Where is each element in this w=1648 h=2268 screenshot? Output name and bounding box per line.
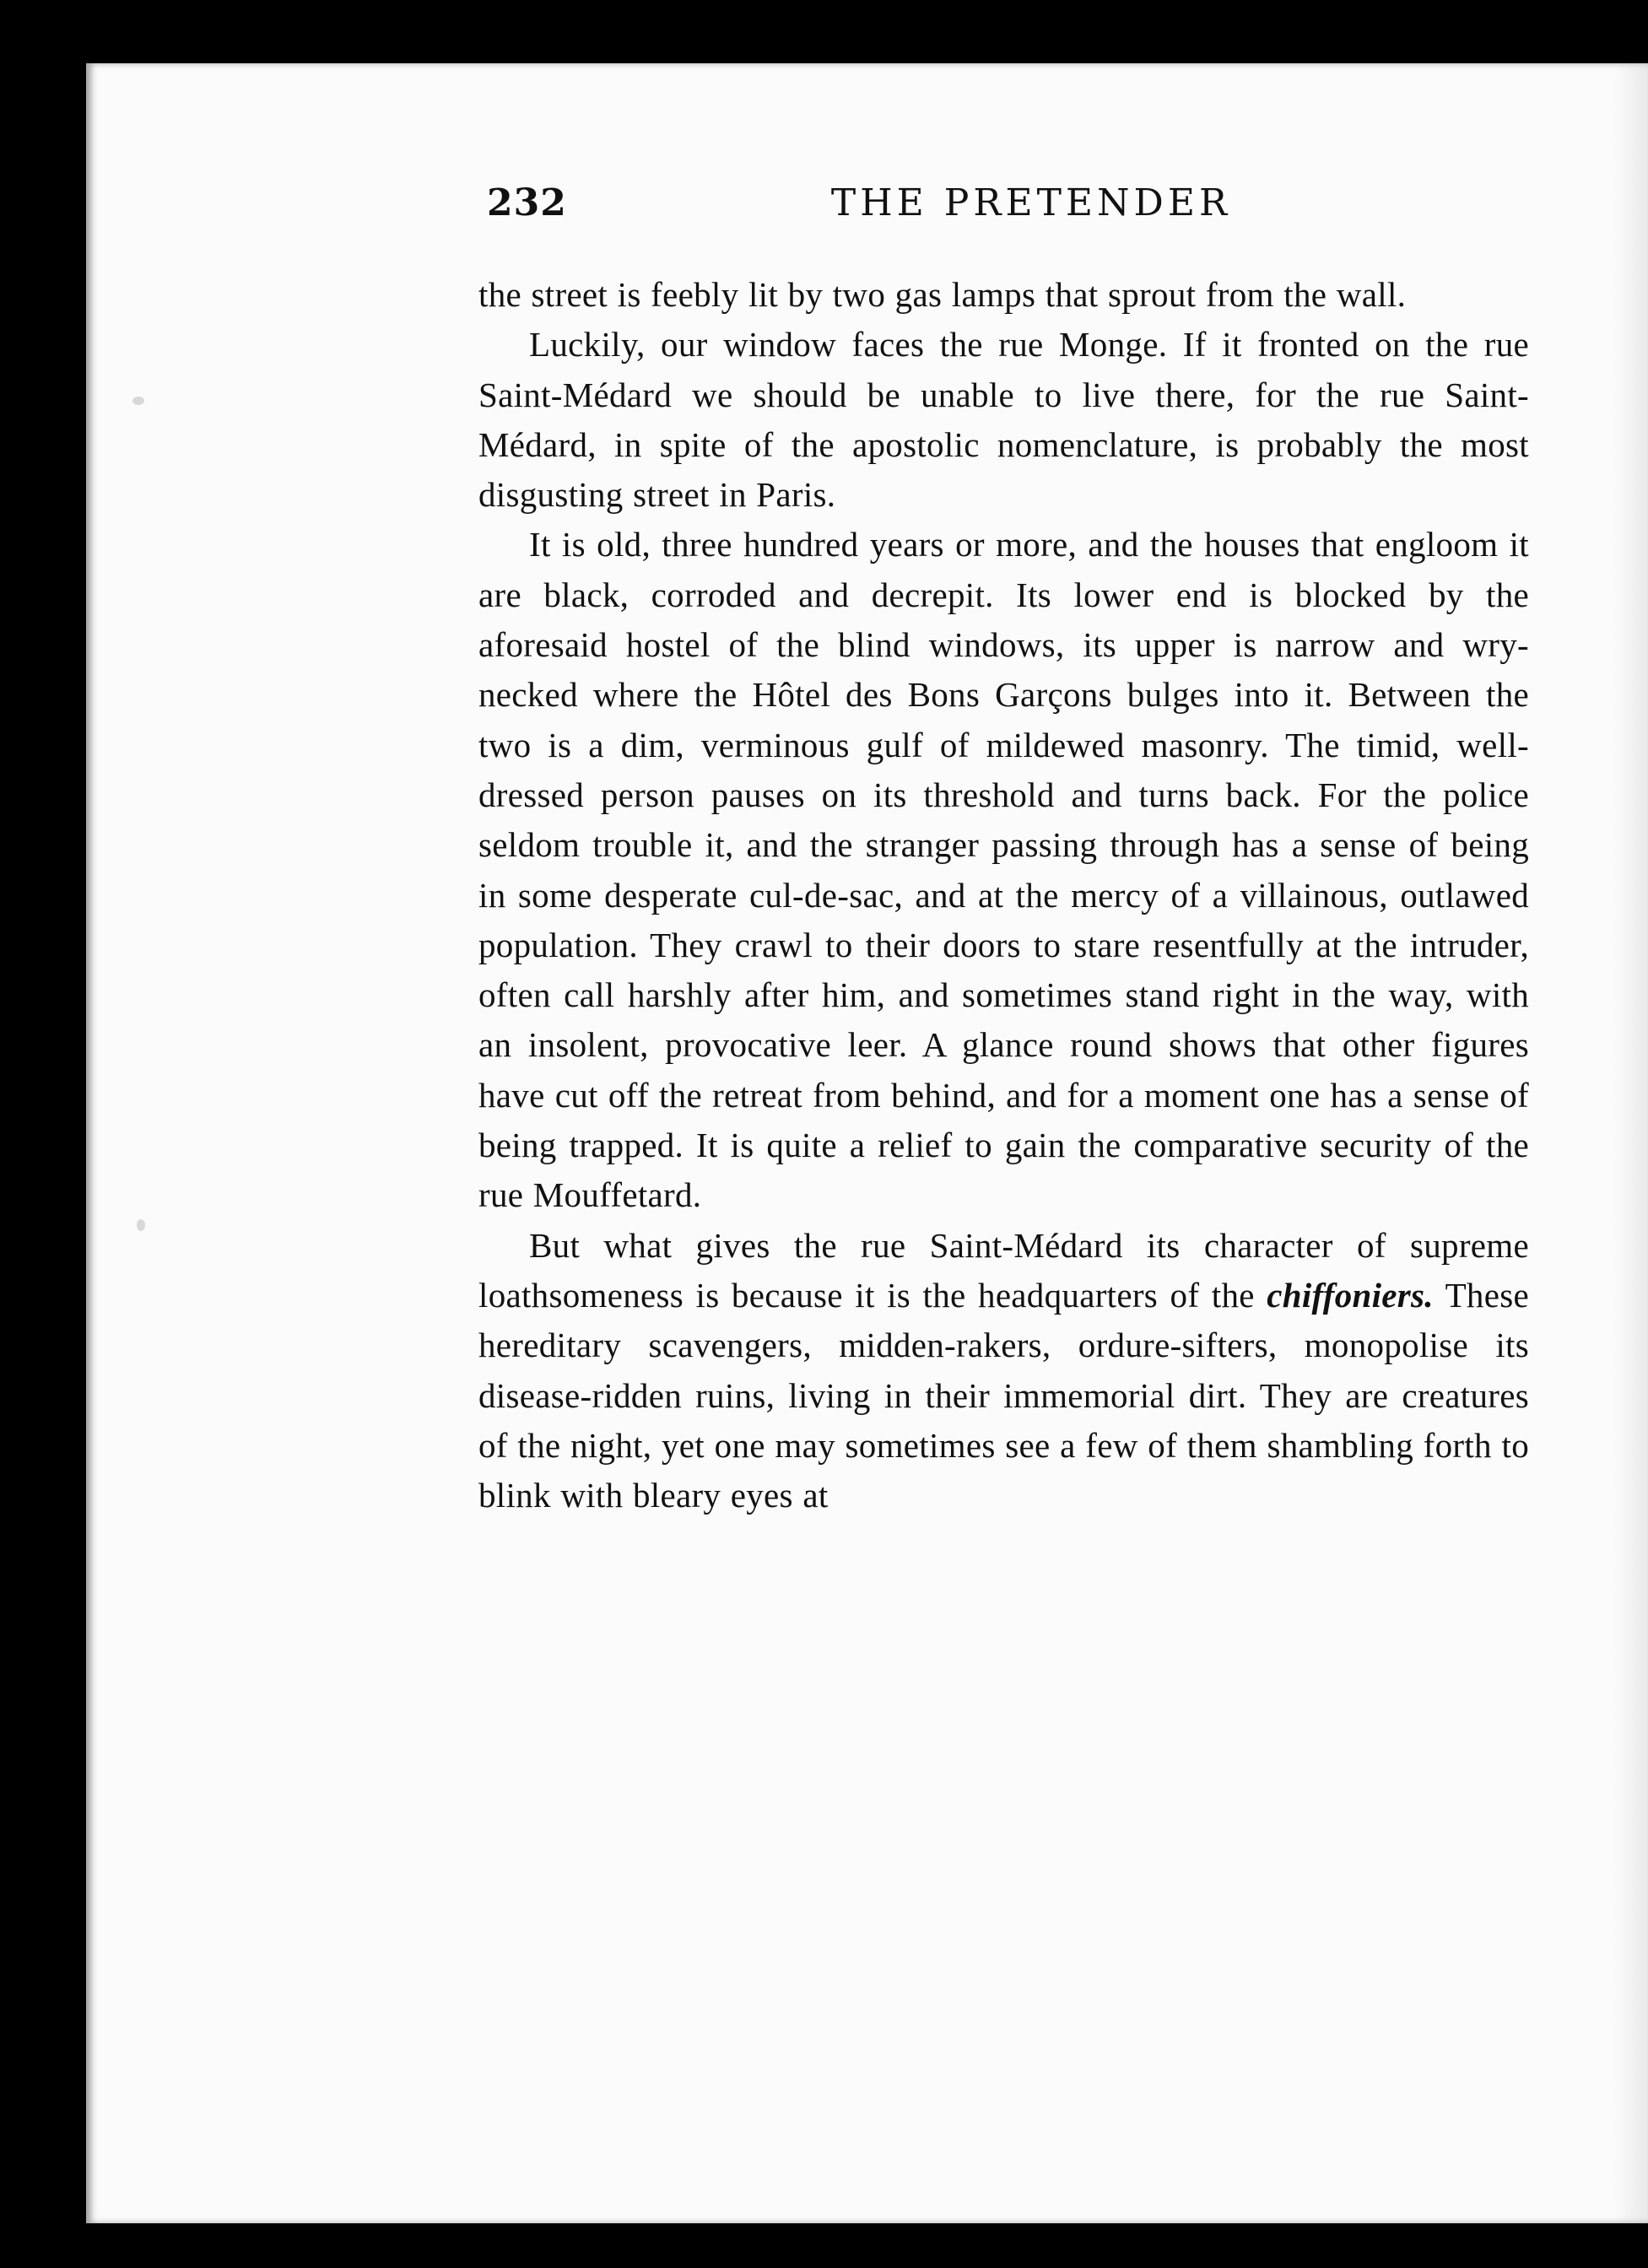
running-head [487,181,1575,240]
running-title: THE PRETENDER [830,181,1232,224]
italic-text-segment: chiffoniers. [1267,1275,1434,1315]
paragraph [478,320,1529,520]
paper-speck [132,397,144,405]
body-text [478,270,1529,1520]
paper-speck [137,1219,145,1231]
text-segment: These hereditary scavengers, midden-rakers, ordure-sifters, monopolise its disease-ridden ruins, living in their immemorial dirt. They are creatures of the night, yet one may sometimes see a few of them shambling forth to blink with bleary eyes at [478,1275,1529,1515]
paragraph [478,1221,1529,1521]
text-segment: Luckily, our window faces the rue Monge. If it fronted on the rue Saint-Médard we should be unable to live there, for the rue Saint-Médard, in spite of the apostolic nomenclature, is probably the most disgusting street in Paris. [478,325,1529,515]
paragraph [478,270,1529,320]
paragraph [478,520,1529,1220]
page-number: 232 [487,181,567,224]
text-segment: the street is feebly lit by two gas lamps that sprout from the wall. [478,275,1407,314]
text-segment: It is old, three hundred years or more, and the houses that engloom it are black, corroded and decrepit. Its lower end is blocked by the aforesaid hostel of the blind windows, its upper is narrow and wry-necked where the Hôtel des Bons Garçons bulges into it. Between the two is a dim, verminous gulf of mildewed masonry. The timid, well-dressed person pauses on its threshold and turns back. For the police seldom trouble it, and the stranger passing through has a sense of being in some desperate cul-de-sac, and at the mercy of a villainous, outlawed population. They crawl to their doors to stare resentfully at the intruder, often call harshly after him, and sometimes stand right in the way, with an insolent, provocative leer. A glance round shows that other figures have cut off the retreat from behind, and for a moment one has a sense of being trapped. It is quite a relief to gain the comparative security of the rue Mouffetard. [478,525,1529,1215]
text-segment: But what gives the rue Saint-Médard its character of supreme loathsomeness is because it is the headquarters of the [478,1225,1529,1315]
